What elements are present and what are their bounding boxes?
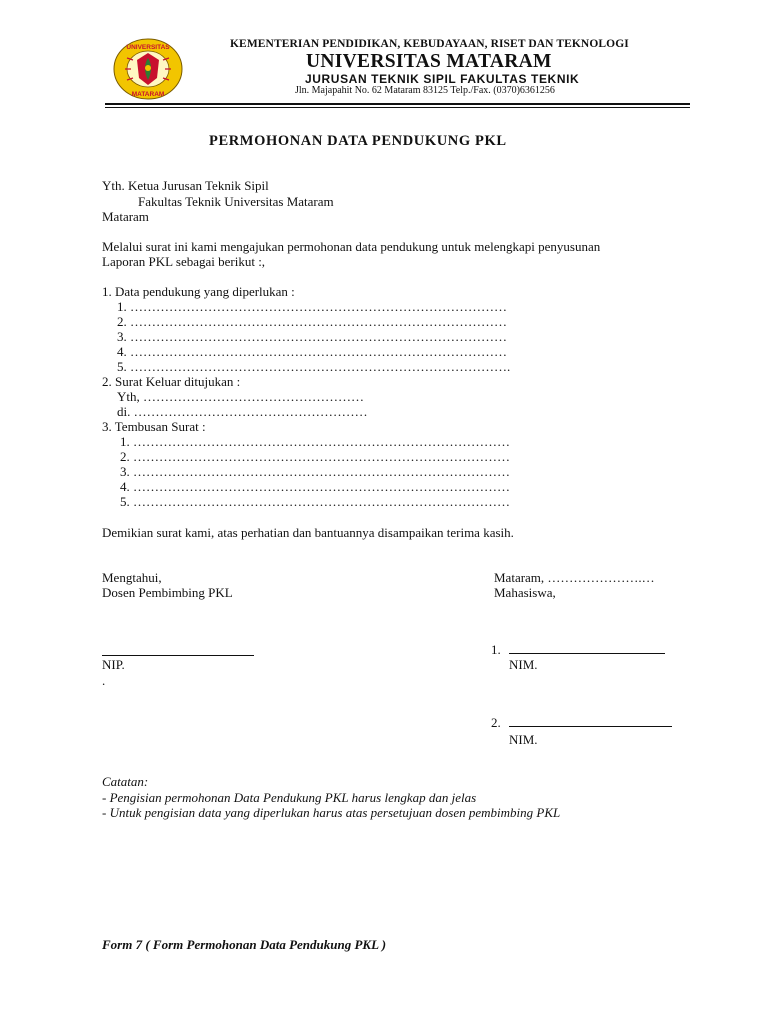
section3-item-3[interactable]: 3. ……………………………………………………………………………	[120, 464, 510, 479]
supervisor-nip: NIP.	[102, 657, 125, 672]
body-line1: Melalui surat ini kami mengajukan permohonan data pendukung untuk melengkapi penyusunan	[102, 239, 601, 254]
logo-bottom-text: MATARAM	[131, 91, 165, 98]
supervisor-signature-line[interactable]	[102, 655, 254, 656]
section1-item-3[interactable]: 3. ……………………………………………………………………………	[117, 329, 507, 344]
header-rule-thin	[105, 107, 690, 108]
notes-heading: Catatan:	[102, 774, 149, 789]
logo-top-text: UNIVERSITAS	[126, 44, 170, 51]
recipient-line1: Yth. Ketua Jurusan Teknik Sipil	[102, 178, 269, 193]
supervisor-dot: .	[102, 673, 106, 688]
student2-nim: NIM.	[509, 732, 538, 747]
section2-yth[interactable]: Yth, ……………………………………………	[117, 389, 364, 404]
section1-item-4[interactable]: 4. ……………………………………………………………………………	[117, 344, 507, 359]
recipient-line2: Fakultas Teknik Universitas Mataram	[138, 194, 334, 209]
student2-number: 2.	[491, 715, 501, 730]
sig-right-label1[interactable]: Mataram, ………………….…	[494, 570, 655, 585]
student1-number: 1.	[491, 642, 501, 657]
student2-signature-line[interactable]	[509, 726, 672, 727]
form-footer: Form 7 ( Form Permohonan Data Pendukung PKL )	[102, 937, 387, 952]
university-name: UNIVERSITAS MATARAM	[306, 51, 552, 72]
sig-right-label2: Mahasiswa,	[494, 585, 556, 600]
section3-item-5[interactable]: 5. ……………………………………………………………………………	[120, 494, 510, 509]
section1-heading: 1. Data pendukung yang diperlukan :	[102, 284, 295, 299]
student1-signature-line[interactable]	[509, 653, 665, 654]
header-rule-thick	[105, 103, 690, 105]
sig-left-label2: Dosen Pembimbing PKL	[102, 585, 233, 600]
document-title: PERMOHONAN DATA PENDUKUNG PKL	[209, 133, 507, 149]
university-seal-icon	[113, 38, 183, 100]
sig-left-label1: Mengtahui,	[102, 570, 162, 585]
section1-item-5[interactable]: 5. …………………………………………………………………………….	[117, 359, 511, 374]
notes-line2: - Untuk pengisian data yang diperlukan harus atas persetujuan dosen pembimbing PKL	[102, 805, 561, 820]
section3-item-1[interactable]: 1. ……………………………………………………………………………	[120, 434, 510, 449]
ministry-name: KEMENTERIAN PENDIDIKAN, KEBUDAYAAN, RISET DAN TEKNOLOGI	[230, 38, 629, 50]
section1-item-2[interactable]: 2. ……………………………………………………………………………	[117, 314, 507, 329]
section2-heading: 2. Surat Keluar ditujukan :	[102, 374, 241, 389]
address: Jln. Majapahit No. 62 Mataram 83125 Telp./Fax. (0370)6361256	[295, 85, 555, 96]
body-line2: Laporan PKL sebagai berikut :,	[102, 254, 266, 269]
closing-text: Demikian surat kami, atas perhatian dan bantuannya disampaikan terima kasih.	[102, 525, 514, 540]
section3-item-4[interactable]: 4. ……………………………………………………………………………	[120, 479, 510, 494]
notes-line1: - Pengisian permohonan Data Pendukung PKL harus lengkap dan jelas	[102, 790, 477, 805]
section3-item-2[interactable]: 2. ……………………………………………………………………………	[120, 449, 510, 464]
section3-heading: 3. Tembusan Surat :	[102, 419, 206, 434]
section2-di[interactable]: di. ………………………………………………	[117, 404, 368, 419]
recipient-line3: Mataram	[102, 209, 149, 224]
department-name: JURUSAN TEKNIK SIPIL FAKULTAS TEKNIK	[305, 72, 580, 86]
student1-nim: NIM.	[509, 657, 538, 672]
section1-item-1[interactable]: 1. ……………………………………………………………………………	[117, 299, 507, 314]
